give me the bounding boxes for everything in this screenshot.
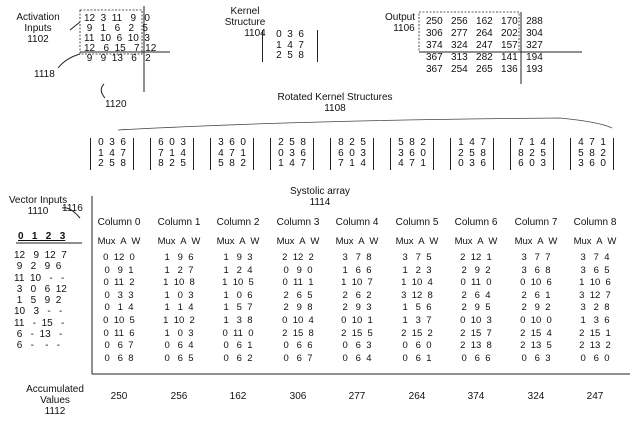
rotated-matrix-2: 3 6 0 4 7 1 5 8 2 — [210, 138, 254, 170]
column-cell: 2 9 3 — [342, 302, 372, 314]
column-cell: 0 6 7 — [283, 352, 313, 364]
column-cell: 0 11 1 — [282, 277, 314, 289]
vector-row: 6 - - - — [14, 340, 61, 352]
column-cell: 2 15 1 — [579, 327, 611, 339]
column-cell: 3 12 8 — [401, 289, 433, 301]
rotated-label: Rotated Kernel Structures 1108 — [277, 92, 393, 114]
output-label: Output 1106 — [384, 12, 416, 34]
activation-matrix — [84, 14, 156, 64]
column-cell: 2 15 5 — [341, 327, 373, 339]
activation-ref-1120: 1120 — [105, 99, 127, 110]
column-cell: 1 9 3 — [223, 252, 253, 263]
column-cell: 1 0 3 — [164, 327, 194, 339]
vector-row: 11 - 15 - — [14, 317, 65, 329]
rotated-matrix-4: 8 2 5 6 0 3 7 1 4 — [330, 138, 374, 170]
column-cell: 2 13 5 — [520, 340, 552, 352]
column-cell: 2 15 8 — [282, 327, 314, 339]
accumulated-value: 162 — [229, 391, 247, 402]
activation-ref-1118: 1118 — [34, 69, 55, 80]
vector-row: 9 2 9 6 — [14, 261, 62, 273]
column-cell: 1 10 2 — [163, 315, 195, 326]
column-cell: 0 6 4 — [342, 352, 372, 364]
column-cell: 0 6 1 — [402, 352, 432, 364]
column-cell: 1 0 3 — [164, 289, 194, 301]
column-cell: 1 10 4 — [401, 277, 433, 289]
accumulated-value: 264 — [408, 391, 426, 402]
column-header: Column 3 — [276, 217, 320, 228]
rotated-matrix-5: 5 8 2 3 6 0 4 7 1 — [390, 138, 434, 170]
column-cell: 1 10 7 — [341, 277, 373, 289]
column-cell: 1 6 6 — [342, 264, 372, 276]
column-cell: 0 12 0 — [103, 252, 135, 263]
activation-row: 9 1 6 2 5 — [84, 23, 148, 34]
activation-row: 12 6 15 7 12 — [84, 43, 157, 54]
kernel-row: 1 4 7 — [276, 39, 304, 51]
vector-header: 0 1 2 3 — [18, 231, 66, 242]
column-header: Column 2 — [216, 217, 260, 228]
output-row: 374 324 247 157 327 — [426, 40, 543, 51]
column-cell: 0 6 3 — [521, 352, 551, 364]
column-mux-header: Mux A W — [395, 236, 439, 247]
column-cell: 0 10 4 — [282, 315, 314, 326]
vector-label: Vector Inputs 1110 — [8, 195, 68, 217]
column-cell: 0 6 0 — [580, 352, 610, 364]
rotated-matrix-3: 2 5 8 0 3 6 1 4 7 — [270, 138, 314, 170]
kernel-row: 0 3 6 — [276, 29, 304, 40]
activation-row: 12 3 11 9 0 — [84, 13, 150, 24]
activation-row: 11 10 6 10 3 — [84, 33, 150, 44]
column-cell: 0 6 7 — [104, 340, 134, 352]
column-cell: 2 15 2 — [401, 327, 433, 339]
column-header: Column 0 — [97, 217, 141, 228]
column-cell: 3 6 8 — [521, 264, 551, 276]
column-cell: 0 6 0 — [402, 340, 432, 352]
activation-label: Activation Inputs 1102 — [16, 12, 60, 45]
column-cell: 1 10 5 — [222, 277, 254, 289]
column-header: Column 1 — [157, 217, 201, 228]
column-cell: 0 6 6 — [283, 340, 313, 352]
accumulated-value: 324 — [527, 391, 545, 402]
column-cell: 0 6 4 — [164, 340, 194, 352]
vector-row: 6 - 13 - — [14, 329, 63, 341]
column-header: Column 7 — [514, 217, 558, 228]
systolic-ref-1116: 1116 — [62, 203, 83, 214]
column-cell: 3 6 5 — [580, 264, 610, 276]
accumulated-value: 277 — [348, 391, 366, 402]
vector-row: 10 3 - - — [14, 306, 63, 318]
rotated-matrix-1: 6 0 3 7 1 4 8 2 5 — [150, 138, 194, 170]
column-header: Column 8 — [573, 217, 617, 228]
column-cell: 1 1 4 — [164, 302, 194, 314]
column-cell: 3 7 8 — [342, 252, 372, 263]
systolic-label: Systolic array 1114 — [289, 186, 350, 208]
output-row: 250 256 162 170 288 — [426, 16, 543, 27]
column-cell: 0 6 8 — [104, 352, 134, 364]
column-cell: 2 9 8 — [283, 302, 313, 314]
column-cell: 2 6 1 — [521, 289, 551, 301]
column-cell: 0 6 2 — [223, 352, 253, 364]
column-cell: 1 5 6 — [402, 302, 432, 314]
column-mux-header: Mux A W — [454, 236, 498, 247]
output-row: 367 254 265 136 193 — [426, 64, 543, 75]
column-cell: 1 3 7 — [402, 315, 432, 326]
column-cell: 2 13 2 — [579, 340, 611, 352]
column-cell: 2 9 2 — [461, 264, 491, 276]
column-cell: 1 3 6 — [580, 315, 610, 326]
column-cell: 0 10 3 — [460, 315, 492, 326]
column-cell: 0 10 0 — [520, 315, 552, 326]
column-cell: 0 11 0 — [222, 327, 254, 339]
column-cell: 1 2 4 — [223, 264, 253, 276]
column-cell: 2 13 8 — [460, 340, 492, 352]
kernel-matrix — [262, 30, 318, 62]
column-cell: 1 10 8 — [163, 277, 195, 289]
column-cell: 1 9 6 — [164, 252, 194, 263]
rotated-matrix-6: 1 4 7 2 5 8 0 3 6 — [450, 138, 494, 170]
column-cell: 0 10 5 — [103, 315, 135, 326]
column-cell: 3 2 8 — [580, 302, 610, 314]
column-cell: 3 7 4 — [580, 252, 610, 263]
column-cell: 0 11 6 — [103, 327, 135, 339]
column-mux-header: Mux A W — [216, 236, 260, 247]
column-mux-header: Mux A W — [157, 236, 201, 247]
column-cell: 3 7 5 — [402, 252, 432, 263]
column-cell: 0 6 6 — [461, 352, 491, 364]
column-cell: 0 9 1 — [104, 264, 134, 276]
column-cell: 2 12 1 — [460, 252, 492, 263]
accumulated-value: 374 — [467, 391, 485, 402]
column-cell: 2 15 7 — [460, 327, 492, 339]
accumulated-value: 250 — [110, 391, 128, 402]
rotated-matrix-7: 7 1 4 8 2 5 6 0 3 — [510, 138, 554, 170]
rotated-matrix-0: 0 3 6 1 4 7 2 5 8 — [90, 138, 134, 170]
output-row: 306 277 264 202 304 — [426, 28, 543, 39]
column-mux-header: Mux A W — [97, 236, 141, 247]
column-cell: 0 11 0 — [460, 277, 492, 289]
column-mux-header: Mux A W — [335, 236, 379, 247]
column-cell: 0 6 5 — [164, 352, 194, 364]
rotated-matrix-8: 4 7 1 5 8 2 3 6 0 — [570, 138, 614, 170]
column-cell: 1 5 7 — [223, 302, 253, 314]
column-cell: 0 3 3 — [104, 289, 134, 301]
column-cell: 0 1 4 — [104, 302, 134, 314]
column-cell: 2 6 4 — [461, 289, 491, 301]
activation-row: 9 9 13 6 2 — [84, 53, 151, 64]
column-cell: 1 2 7 — [164, 264, 194, 276]
column-cell: 1 0 6 — [223, 289, 253, 301]
accumulated-value: 247 — [586, 391, 604, 402]
vector-row: 12 9 12 7 — [14, 250, 67, 261]
column-cell: 2 9 2 — [521, 302, 551, 314]
vector-table — [14, 250, 67, 352]
column-cell: 2 6 2 — [342, 289, 372, 301]
column-cell: 1 3 8 — [223, 315, 253, 326]
column-cell: 0 6 1 — [223, 340, 253, 352]
column-cell: 2 9 5 — [461, 302, 491, 314]
column-cell: 0 6 3 — [342, 340, 372, 352]
column-cell: 1 10 6 — [579, 277, 611, 289]
kernel-row: 2 5 8 — [276, 50, 304, 61]
column-mux-header: Mux A W — [573, 236, 617, 247]
kernel-label: Kernel Structure 1104 — [224, 6, 266, 39]
column-cell: 0 10 1 — [341, 315, 373, 326]
column-cell: 0 10 6 — [520, 277, 552, 289]
column-cell: 0 11 2 — [103, 277, 135, 289]
accumulated-value: 306 — [289, 391, 307, 402]
column-mux-header: Mux A W — [276, 236, 320, 247]
vector-row: 3 0 6 12 — [14, 283, 67, 295]
column-cell: 2 6 5 — [283, 289, 313, 301]
column-header: Column 5 — [395, 217, 439, 228]
column-cell: 3 7 7 — [521, 252, 551, 263]
output-matrix — [426, 16, 543, 76]
column-cell: 2 12 2 — [282, 252, 314, 263]
vector-row: 11 10 - - — [14, 272, 65, 284]
column-header: Column 6 — [454, 217, 498, 228]
column-cell: 2 15 4 — [520, 327, 552, 339]
column-header: Column 4 — [335, 217, 379, 228]
column-cell: 1 2 3 — [402, 264, 432, 276]
accumulated-value: 256 — [170, 391, 188, 402]
column-mux-header: Mux A W — [514, 236, 558, 247]
output-row: 367 313 282 141 194 — [426, 52, 543, 63]
vector-row: 1 5 9 2 — [14, 295, 62, 307]
accumulated-label: Accumulated Values 1112 — [26, 384, 84, 417]
column-cell: 3 12 7 — [579, 289, 611, 301]
column-cell: 0 9 0 — [283, 264, 313, 276]
